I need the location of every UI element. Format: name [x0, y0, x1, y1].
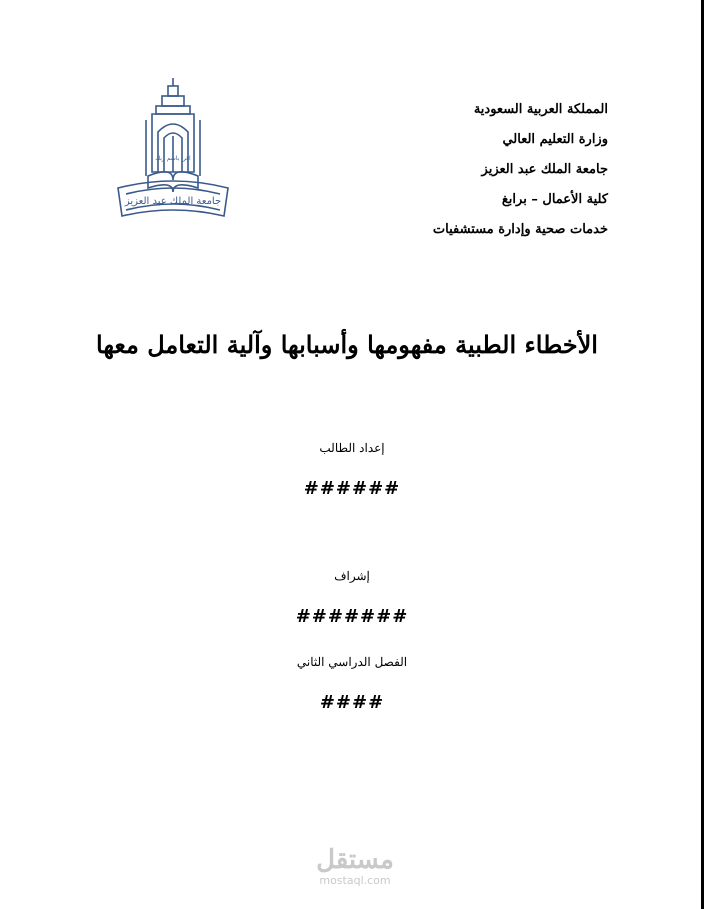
supervisor-label: إشراف — [334, 569, 370, 583]
institution-header — [348, 95, 608, 245]
document-title: الأخطاء الطبية مفهومها وأسبابها وآلية التعامل معها — [96, 330, 598, 359]
logo-motto-text: اقرأ باسم ربك — [155, 155, 191, 162]
logo-banner-text: جامعة الملك عبد العزيز — [124, 196, 222, 207]
mostaql-watermark — [310, 845, 400, 887]
student-label: إعداد الطالب — [319, 441, 385, 455]
header-ministry: وزارة التعليم العالي — [502, 132, 608, 147]
header-department: خدمات صحية وإدارة مستشفيات — [432, 222, 608, 237]
semester-value: #### — [319, 692, 385, 713]
header-college: كلية الأعمال – برابغ — [501, 192, 608, 207]
watermark-arabic: مستقل — [316, 845, 394, 875]
supervisor-value: ####### — [295, 606, 409, 627]
watermark-latin: mostaql.com — [319, 874, 391, 887]
semester-label: الفصل الدراسي الثاني — [296, 655, 408, 669]
university-logo — [112, 76, 234, 224]
header-country: المملكة العربية السعودية — [473, 102, 608, 117]
university-seal-icon — [112, 76, 234, 224]
header-university: جامعة الملك عبد العزيز — [481, 162, 608, 177]
student-value: ###### — [303, 478, 401, 499]
